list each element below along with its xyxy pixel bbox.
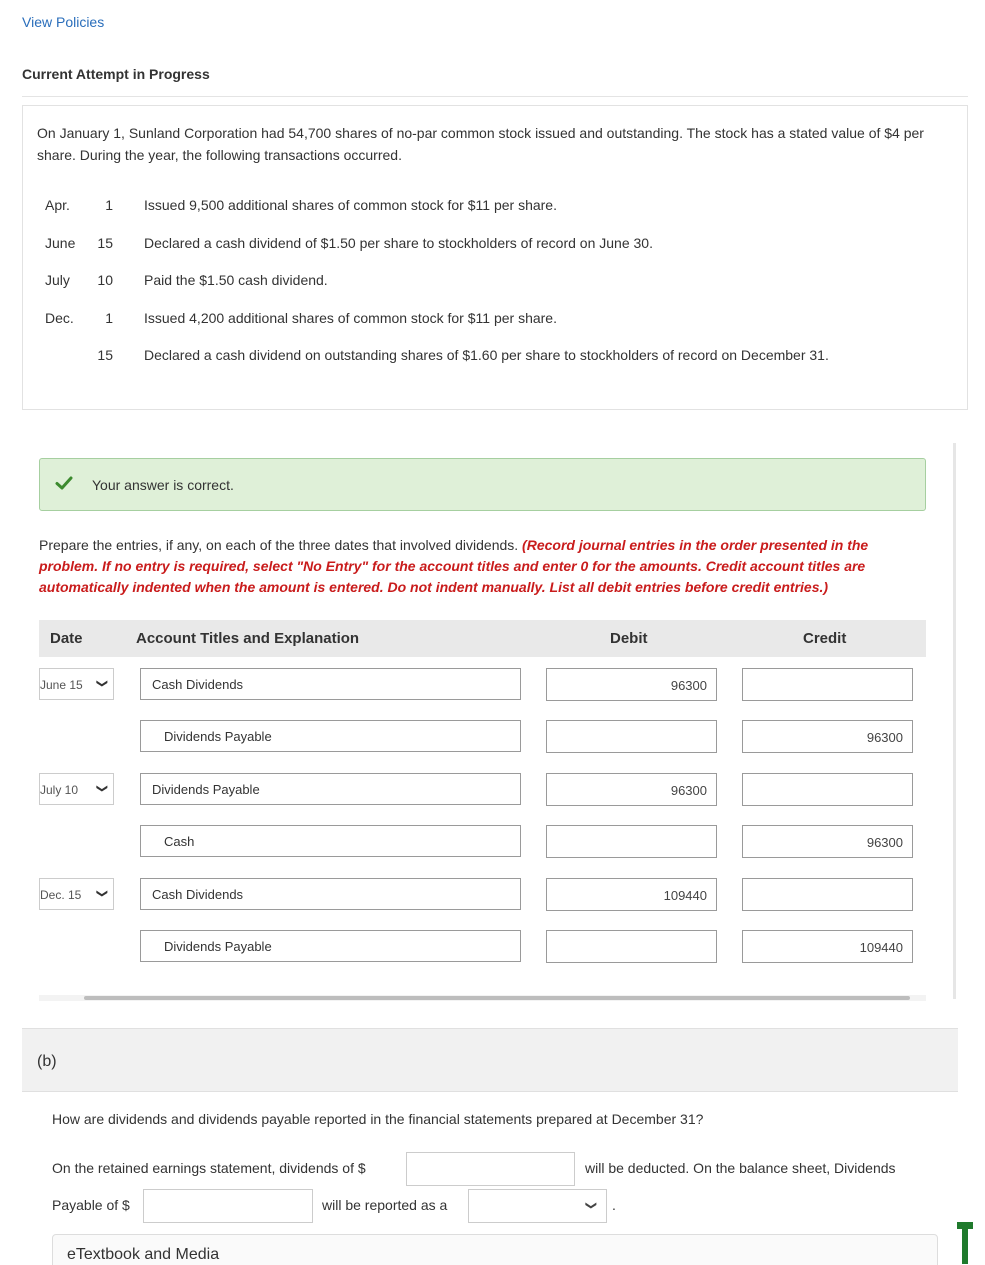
etextbook-panel[interactable]	[52, 1234, 938, 1265]
account-title: Cash	[164, 834, 195, 849]
attempt-status: Current Attempt in Progress	[22, 66, 210, 82]
date-value: Dec. 15	[40, 888, 82, 902]
tx-month: Dec.	[45, 310, 74, 326]
sentence-part-1: On the retained earnings statement, dividends of $	[52, 1160, 366, 1176]
chevron-down-icon: ❯	[95, 678, 108, 689]
credit-value: 96300	[866, 730, 903, 745]
part-b-label: (b)	[37, 1053, 57, 1070]
tx-description: Issued 9,500 additional shares of common stock for $11 per share.	[144, 197, 557, 213]
date-value: June 15	[40, 678, 83, 692]
sentence-part-4: will be reported as a	[322, 1197, 448, 1213]
credit-input[interactable]	[742, 720, 913, 753]
tx-month: June	[45, 235, 76, 251]
account-title-input[interactable]	[140, 930, 521, 962]
credit-input[interactable]	[742, 773, 913, 806]
tx-description: Declared a cash dividend of $1.50 per share to stockholders of record on June 30.	[144, 235, 653, 251]
debit-value: 96300	[670, 783, 707, 798]
tx-month: Apr.	[45, 197, 70, 213]
credit-input[interactable]	[742, 668, 913, 701]
instruction-emphasis: (Record journal entries in the order presented in the problem. If no entry is required, select "No Entry" for the account titles and enter 0 for the amounts. Credit account titles are automatically indented when the amount is entered. Do not indent manually. List all debit entries before credit entries.)	[39, 537, 869, 595]
account-title: Cash Dividends	[152, 677, 244, 692]
problem-intro: On January 1, Sunland Corporation had 54,700 shares of no-par common stock issued and outstanding. The stock has a stated value of $4 per share. During the year, the following transactions occurred.	[37, 125, 924, 163]
tx-description: Paid the $1.50 cash dividend.	[144, 272, 328, 288]
account-title-input[interactable]	[140, 878, 521, 910]
tx-day: 1	[105, 197, 113, 213]
correct-answer-banner	[39, 458, 926, 511]
tx-month: July	[45, 272, 70, 288]
account-title: Dividends Payable	[164, 729, 272, 744]
instruction-plain: Prepare the entries, if any, on each of the three dates that involved dividends.	[39, 537, 523, 553]
feedback-text: Your answer is correct.	[92, 477, 234, 493]
debit-input[interactable]	[546, 930, 717, 963]
view-policies-link[interactable]: View Policies	[22, 14, 105, 30]
account-title-input[interactable]	[140, 720, 521, 752]
debit-value: 96300	[670, 678, 707, 693]
header-debit: Debit	[610, 630, 648, 647]
dividends-payable-input[interactable]	[143, 1189, 313, 1223]
date-select[interactable]	[39, 773, 114, 805]
horizontal-scrollbar-thumb[interactable]	[84, 996, 910, 1000]
credit-input[interactable]	[742, 878, 913, 911]
account-title-input[interactable]	[140, 825, 521, 857]
etextbook-label: eTextbook and Media	[67, 1246, 220, 1263]
tx-description: Issued 4,200 additional shares of common stock for $11 per share.	[144, 310, 557, 326]
sentence-end: .	[612, 1197, 616, 1213]
panel-edge	[953, 443, 956, 999]
credit-input[interactable]	[742, 825, 913, 858]
pin-icon	[956, 1222, 974, 1264]
credit-value: 109440	[859, 940, 903, 955]
account-title-input[interactable]	[140, 668, 521, 700]
account-title: Dividends Payable	[152, 782, 260, 797]
part-b-header	[22, 1028, 958, 1092]
credit-value: 96300	[866, 835, 903, 850]
divider	[22, 96, 968, 97]
sentence-part-3: Payable of $	[52, 1197, 130, 1213]
header-account: Account Titles and Explanation	[136, 630, 360, 647]
debit-input[interactable]	[546, 720, 717, 753]
tx-day: 10	[97, 272, 113, 288]
chevron-down-icon: ❯	[584, 1200, 597, 1211]
debit-input[interactable]	[546, 825, 717, 858]
tx-day: 15	[97, 347, 113, 363]
date-select[interactable]	[39, 878, 114, 910]
tx-day: 1	[105, 310, 113, 326]
instruction-text	[39, 535, 929, 598]
dividends-amount-input[interactable]	[406, 1152, 575, 1186]
header-date: Date	[50, 630, 83, 647]
report-as-select[interactable]	[468, 1189, 607, 1223]
tx-description: Declared a cash dividend on outstanding shares of $1.60 per share to stockholders of record on December 31.	[144, 347, 829, 363]
problem-statement	[22, 105, 968, 410]
debit-input[interactable]	[546, 668, 717, 701]
tx-day: 15	[97, 235, 113, 251]
credit-input[interactable]	[742, 930, 913, 963]
date-select[interactable]	[39, 668, 114, 700]
debit-input[interactable]	[546, 773, 717, 806]
debit-input[interactable]	[546, 878, 717, 911]
debit-value: 109440	[663, 888, 707, 903]
header-credit: Credit	[803, 630, 847, 647]
account-title: Dividends Payable	[164, 939, 272, 954]
journal-table-header	[39, 620, 926, 657]
account-title: Cash Dividends	[152, 887, 244, 902]
checkmark-icon	[54, 473, 74, 493]
sentence-part-2: will be deducted. On the balance sheet, Dividends	[585, 1160, 896, 1176]
chevron-down-icon: ❯	[95, 888, 108, 899]
part-b-question: How are dividends and dividends payable reported in the financial statements prepared at December 31?	[52, 1111, 704, 1127]
account-title-input[interactable]	[140, 773, 521, 805]
chevron-down-icon: ❯	[95, 783, 108, 794]
date-value: July 10	[40, 783, 79, 797]
